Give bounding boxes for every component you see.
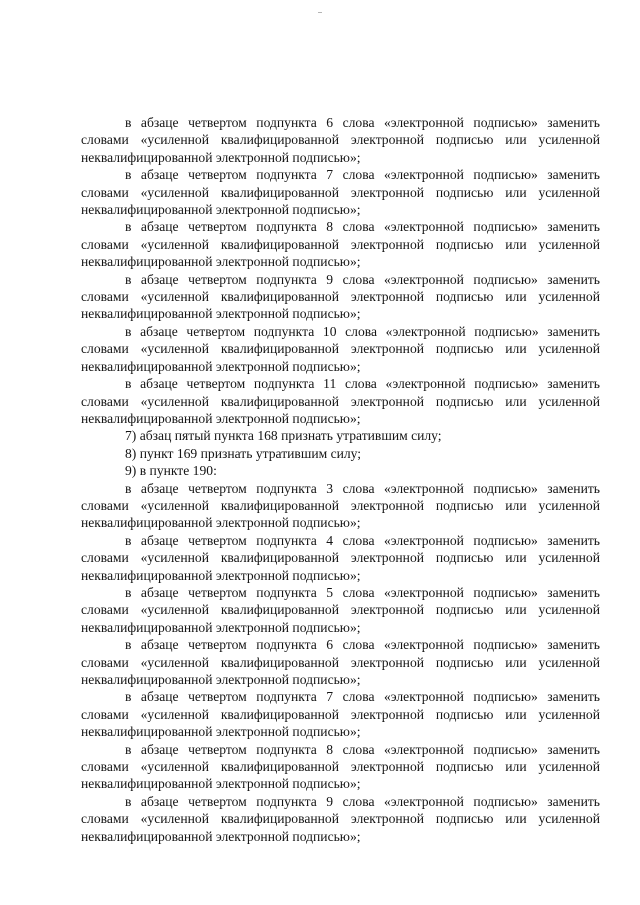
paragraph-p4-6: в абзаце четвертом подпункта 6 слова «электронной подписью» заменить словами «усиленной квалифицированной электронной подписью или усиленной неквалифицированной электронной подписью»; — [81, 115, 600, 165]
page-edge-mark — [318, 12, 322, 13]
paragraph-item-7: 7) абзац пятый пункта 168 признать утратившим силу; — [125, 428, 442, 444]
paragraph-p190-7: в абзаце четвертом подпункта 7 слова «электронной подписью» заменить словами «усиленной квалифицированной электронной подписью или усиленной неквалифицированной электронной подписью»; — [81, 689, 600, 740]
paragraph-p4-8: в абзаце четвертом подпункта 8 слова «электронной подписью» заменить словами «усиленной квалифицированной электронной подписью или усиленной неквалифицированной электронной подписью»; — [81, 219, 600, 270]
paragraph-item-8: 8) пункт 169 признать утратившим силу; — [125, 445, 362, 461]
paragraph-p190-9: в абзаце четвертом подпункта 9 слова «электронной подписью» заменить словами «усиленной квалифицированной электронной подписью или усиленной неквалифицированной электронной подписью»; — [81, 793, 600, 844]
paragraph-p190-8: в абзаце четвертом подпункта 8 слова «электронной подписью» заменить словами «усиленной квалифицированной электронной подписью или усиленной неквалифицированной электронной подписью»; — [81, 741, 600, 792]
paragraph-p190-5: в абзаце четвертом подпункта 5 слова «электронной подписью» заменить словами «усиленной квалифицированной электронной подписью или усиленной неквалифицированной электронной подписью»; — [81, 584, 600, 635]
paragraph-p4-7: в абзаце четвертом подпункта 7 слова «электронной подписью» заменить словами «усиленной квалифицированной электронной подписью или усиленной неквалифицированной электронной подписью»; — [81, 167, 600, 218]
document-body — [81, 114, 600, 845]
paragraph-p190-3: в абзаце четвертом подпункта 3 слова «электронной подписью» заменить словами «усиленной квалифицированной электронной подписью или усиленной неквалифицированной электронной подписью»; — [81, 480, 600, 531]
paragraph-p4-10: в абзаце четвертом подпункта 10 слова «электронной подписью» заменить словами «усиленной квалифицированной электронной подписью или усиленной неквалифицированной электронной подписью»; — [81, 323, 600, 374]
paragraph-item-9: 9) в пункте 190: — [125, 463, 217, 479]
paragraph-p4-11: в абзаце четвертом подпункта 11 слова «электронной подписью» заменить словами «усиленной квалифицированной электронной подписью или усиленной неквалифицированной электронной подписью»; — [81, 376, 600, 426]
paragraph-p4-9: в абзаце четвертом подпункта 9 слова «электронной подписью» заменить словами «усиленной квалифицированной электронной подписью или усиленной неквалифицированной электронной подписью»; — [81, 271, 600, 322]
paragraph-p190-6: в абзаце четвертом подпункта 6 слова «электронной подписью» заменить словами «усиленной квалифицированной электронной подписью или усиленной неквалифицированной электронной подписью»; — [81, 637, 600, 687]
paragraph-p190-4: в абзаце четвертом подпункта 4 слова «электронной подписью» заменить словами «усиленной квалифицированной электронной подписью или усиленной неквалифицированной электронной подписью»; — [81, 532, 600, 583]
